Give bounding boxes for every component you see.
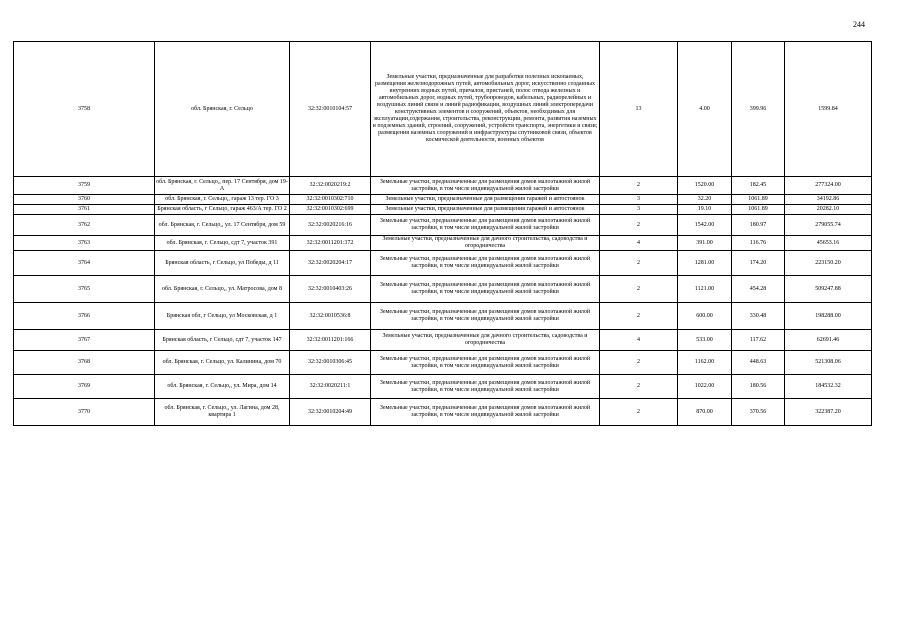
- rate-cell: 182.45: [732, 177, 785, 195]
- address-cell: обл. Брянская, г. Сельцо,, ул. 17 Сентября, дом 59: [155, 215, 290, 236]
- address-cell: обл. Брянская, г. Сельцо,, ул. Мира, дом 14: [155, 375, 290, 399]
- address-cell: обл. Брянская, г. Сельцо,, пер. 17 Сентября, дом 19-А: [155, 177, 290, 195]
- cadastral-number-cell: 32:32:0020216:16: [290, 215, 371, 236]
- area-cell: 19.10: [678, 205, 732, 215]
- cadastral-number-cell: 32:32:0020219:2: [290, 177, 371, 195]
- cadastral-value-cell: 20282.10: [785, 205, 872, 215]
- table-row: [14, 375, 872, 399]
- group-cell: 2: [600, 276, 678, 303]
- row-number-cell: 3767: [14, 330, 155, 351]
- row-number-cell: 3765: [14, 276, 155, 303]
- land-purpose-cell: Земельные участки, предназначенные для размещения домов малоэтажной жилой застройки, в том числе индивидуальной жилой застройки: [371, 177, 600, 195]
- area-cell: 1121.00: [678, 276, 732, 303]
- rate-cell: 180.56: [732, 375, 785, 399]
- table-row: [14, 195, 872, 205]
- cadastral-value-cell: 223150.20: [785, 251, 872, 276]
- address-cell: обл. Брянская, г. Сельцо, сдт 7, участок 391: [155, 236, 290, 251]
- land-purpose-cell: Земельные участки, предназначенные для размещения домов малоэтажной жилой застройки, в том числе индивидуальной жилой застройки: [371, 351, 600, 375]
- rate-cell: 116.76: [732, 236, 785, 251]
- land-purpose-cell: Земельные участки, предназначенные для дачного строительства, садоводства и огородничества: [371, 330, 600, 351]
- rate-cell: 180.97: [732, 215, 785, 236]
- page-number: 244: [853, 20, 865, 29]
- rate-cell: 330.48: [732, 303, 785, 330]
- group-cell: 2: [600, 215, 678, 236]
- rate-cell: 174.20: [732, 251, 785, 276]
- cadastral-number-cell: 32:32:0011201:166: [290, 330, 371, 351]
- area-cell: 1281.00: [678, 251, 732, 276]
- rate-cell: 370.56: [732, 399, 785, 426]
- row-number-cell: 3761: [14, 205, 155, 215]
- land-purpose-cell: Земельные участки, предназначенные для размещения домов малоэтажной жилой застройки, в том числе индивидуальной жилой застройки: [371, 276, 600, 303]
- cadastral-value-cell: 198288.00: [785, 303, 872, 330]
- group-cell: 13: [600, 42, 678, 177]
- address-cell: обл. Брянская, г. Сельцо,, ул. Матросова, дом 8: [155, 276, 290, 303]
- cadastral-value-cell: 34192.86: [785, 195, 872, 205]
- land-purpose-cell: Земельные участки, предназначенные для размещения домов малоэтажной жилой застройки, в том числе индивидуальной жилой застройки: [371, 303, 600, 330]
- area-cell: 870.00: [678, 399, 732, 426]
- address-cell: обл. Брянская, г. Сельцо: [155, 42, 290, 177]
- cadastral-value-cell: 62691.46: [785, 330, 872, 351]
- land-purpose-cell: Земельные участки, предназначенные для размещения домов малоэтажной жилой застройки, в том числе индивидуальной жилой застройки: [371, 399, 600, 426]
- row-number-cell: 3764: [14, 251, 155, 276]
- address-cell: Брянская обл, г Сельцо, ул Московская, д 1: [155, 303, 290, 330]
- land-purpose-cell: Земельные участки, предназначенные для размещения гаражей и автостоянок: [371, 205, 600, 215]
- rate-cell: 454.28: [732, 276, 785, 303]
- group-cell: 2: [600, 399, 678, 426]
- row-number-cell: 3769: [14, 375, 155, 399]
- row-number-cell: 3759: [14, 177, 155, 195]
- cadastral-value-cell: 322387.20: [785, 399, 872, 426]
- table-row: [14, 276, 872, 303]
- group-cell: 2: [600, 177, 678, 195]
- rate-cell: 117.62: [732, 330, 785, 351]
- area-cell: 391.00: [678, 236, 732, 251]
- cadastral-value-cell: 277324.00: [785, 177, 872, 195]
- cadastral-number-cell: 32:32:0010306:45: [290, 351, 371, 375]
- cadastral-number-cell: 32:32:0020204:17: [290, 251, 371, 276]
- row-number-cell: 3768: [14, 351, 155, 375]
- table-row: [14, 42, 872, 177]
- group-cell: 3: [600, 195, 678, 205]
- address-cell: обл. Брянская, г. Сельцо,, ул. Лагина, дом 28, квартира 1: [155, 399, 290, 426]
- cadastral-number-cell: 32:32:0010302:710: [290, 195, 371, 205]
- rate-cell: 1061.89: [732, 205, 785, 215]
- address-cell: Брянская область, г Сельцо, сдт 7, участок 147: [155, 330, 290, 351]
- area-cell: 600.00: [678, 303, 732, 330]
- group-cell: 2: [600, 351, 678, 375]
- table-row: [14, 177, 872, 195]
- rate-cell: 1061.89: [732, 195, 785, 205]
- row-number-cell: 3762: [14, 215, 155, 236]
- area-cell: 4.00: [678, 42, 732, 177]
- area-cell: 1542.00: [678, 215, 732, 236]
- cadastral-number-cell: 32:32:0020211:1: [290, 375, 371, 399]
- rate-cell: 448.63: [732, 351, 785, 375]
- group-cell: 4: [600, 236, 678, 251]
- cadastral-number-cell: 32:32:0010403:26: [290, 276, 371, 303]
- cadastral-number-cell: 32:32:0010536:8: [290, 303, 371, 330]
- cadastral-value-cell: 184532.32: [785, 375, 872, 399]
- table-row: [14, 251, 872, 276]
- area-cell: 1022.00: [678, 375, 732, 399]
- land-purpose-cell: Земельные участки, предназначенные для размещения гаражей и автостоянок: [371, 195, 600, 205]
- row-number-cell: 3760: [14, 195, 155, 205]
- table-row: [14, 399, 872, 426]
- table-row: [14, 236, 872, 251]
- cadastral-number-cell: 32:32:0010204:49: [290, 399, 371, 426]
- area-cell: 1162.00: [678, 351, 732, 375]
- cadastral-value-cell: 45653.16: [785, 236, 872, 251]
- area-cell: 32.20: [678, 195, 732, 205]
- group-cell: 2: [600, 303, 678, 330]
- row-number-cell: 3763: [14, 236, 155, 251]
- land-purpose-cell: Земельные участки, предназначенные для дачного строительства, садоводства и огородничества: [371, 236, 600, 251]
- land-purpose-cell: Земельные участки, предназначенные для размещения домов малоэтажной жилой застройки, в том числе индивидуальной жилой застройки: [371, 251, 600, 276]
- group-cell: 3: [600, 205, 678, 215]
- land-purpose-cell: Земельные участки, предназначенные для размещения домов малоэтажной жилой застройки, в том числе индивидуальной жилой застройки: [371, 215, 600, 236]
- group-cell: 4: [600, 330, 678, 351]
- cadastral-value-cell: 1599.84: [785, 42, 872, 177]
- table-row: [14, 205, 872, 215]
- address-cell: Брянская область, г Сельцо, гараж 463/А тер. ГО 2: [155, 205, 290, 215]
- table-row: [14, 351, 872, 375]
- address-cell: обл. Брянская, г. Сельцо, ул. Калинина, дом 70: [155, 351, 290, 375]
- address-cell: обл. Брянская, г. Сельцо,, гараж 13 тер. ГО 3: [155, 195, 290, 205]
- table-row: [14, 215, 872, 236]
- group-cell: 2: [600, 251, 678, 276]
- table-row: [14, 303, 872, 330]
- cadastral-number-cell: 32:32:0011201:372: [290, 236, 371, 251]
- area-cell: 533.00: [678, 330, 732, 351]
- address-cell: Брянская область, г Сельцо, ул Победы, д 11: [155, 251, 290, 276]
- land-purpose-cell: Земельные участки, предназначенные для размещения домов малоэтажной жилой застройки, в том числе индивидуальной жилой застройки: [371, 375, 600, 399]
- row-number-cell: 3766: [14, 303, 155, 330]
- rate-cell: 399.96: [732, 42, 785, 177]
- group-cell: 2: [600, 375, 678, 399]
- cadastral-value-cell: 521308.06: [785, 351, 872, 375]
- land-purpose-cell: Земельные участки, предназначенные для разработки полезных ископаемых, размещения железнодорожных путей, автомобильных дорог, искусственно созданных внутренних водных путей, причалов, пристаней, полос отвода железных и автомобильных дорог, водных путей, трубопроводов, кабельных, радиорелейных и воздушных линий связи и линий радиофикации, воздушных линий электропередачи конструктивных элементов и сооружений, объектов, необходимых для эксплуатации,содержания, строительства, реконструкции, ремонта, развития наземных и подземных зданий, строений, сооружений, устройств транспорта, энергетики и связи; размещения наземных сооружений и инфраструктуры спутниковой связи, объектов космической деятельности, военных объектов: [371, 42, 600, 177]
- cadastral-number-cell: 32:32:0010302:699: [290, 205, 371, 215]
- table-row: [14, 330, 872, 351]
- land-registry-table: [13, 41, 872, 426]
- cadastral-value-cell: 509247.88: [785, 276, 872, 303]
- row-number-cell: 3770: [14, 399, 155, 426]
- cadastral-number-cell: 32:32:0010104:57: [290, 42, 371, 177]
- row-number-cell: 3758: [14, 42, 155, 177]
- cadastral-value-cell: 279055.74: [785, 215, 872, 236]
- area-cell: 1520.00: [678, 177, 732, 195]
